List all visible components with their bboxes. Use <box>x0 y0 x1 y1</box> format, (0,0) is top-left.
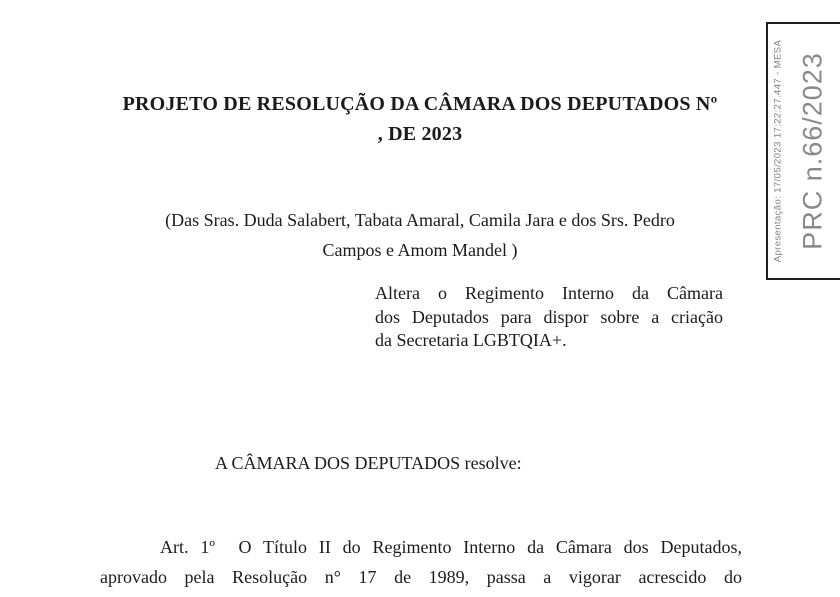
presentation-stamp <box>766 22 840 280</box>
ementa-paragraph <box>375 282 723 353</box>
ementa-line-1: Altera o Regimento Interno da Câmara <box>375 283 723 303</box>
article-1-paragraph <box>100 533 742 592</box>
ementa-line-2: dos Deputados para dispor sobre a criação <box>375 306 723 327</box>
authors-line-2: Campos e Amom Mandel ) <box>322 239 518 260</box>
ementa-line-3: da Secretaria LGBTQIA+. <box>375 330 567 350</box>
resolve-line: A CÂMARA DOS DEPUTADOS resolve: <box>215 453 522 473</box>
stamp-number-label: PRC n.66/2023 <box>797 52 828 250</box>
article-1-line-1: Art. 1º O Título II do Regimento Interno da Câmara dos Deputados, <box>160 537 742 557</box>
stamp-presentation-label: Apresentação: 17/05/2023 17:22:27.447 - MESA <box>772 39 784 263</box>
document-title <box>0 89 840 149</box>
authors-paragraph <box>0 206 840 265</box>
authors-line-1: (Das Sras. Duda Salabert, Tabata Amaral, Camila Jara e dos Srs. Pedro <box>165 210 675 230</box>
document-title-line-2: , DE 2023 <box>377 123 463 145</box>
document-title-line-1: PROJETO DE RESOLUÇÃO DA CÂMARA DOS DEPUTADOS Nº <box>122 93 718 115</box>
article-1-line-2: aprovado pela Resolução n° 17 de 1989, passa a vigorar acrescido do <box>100 566 742 587</box>
